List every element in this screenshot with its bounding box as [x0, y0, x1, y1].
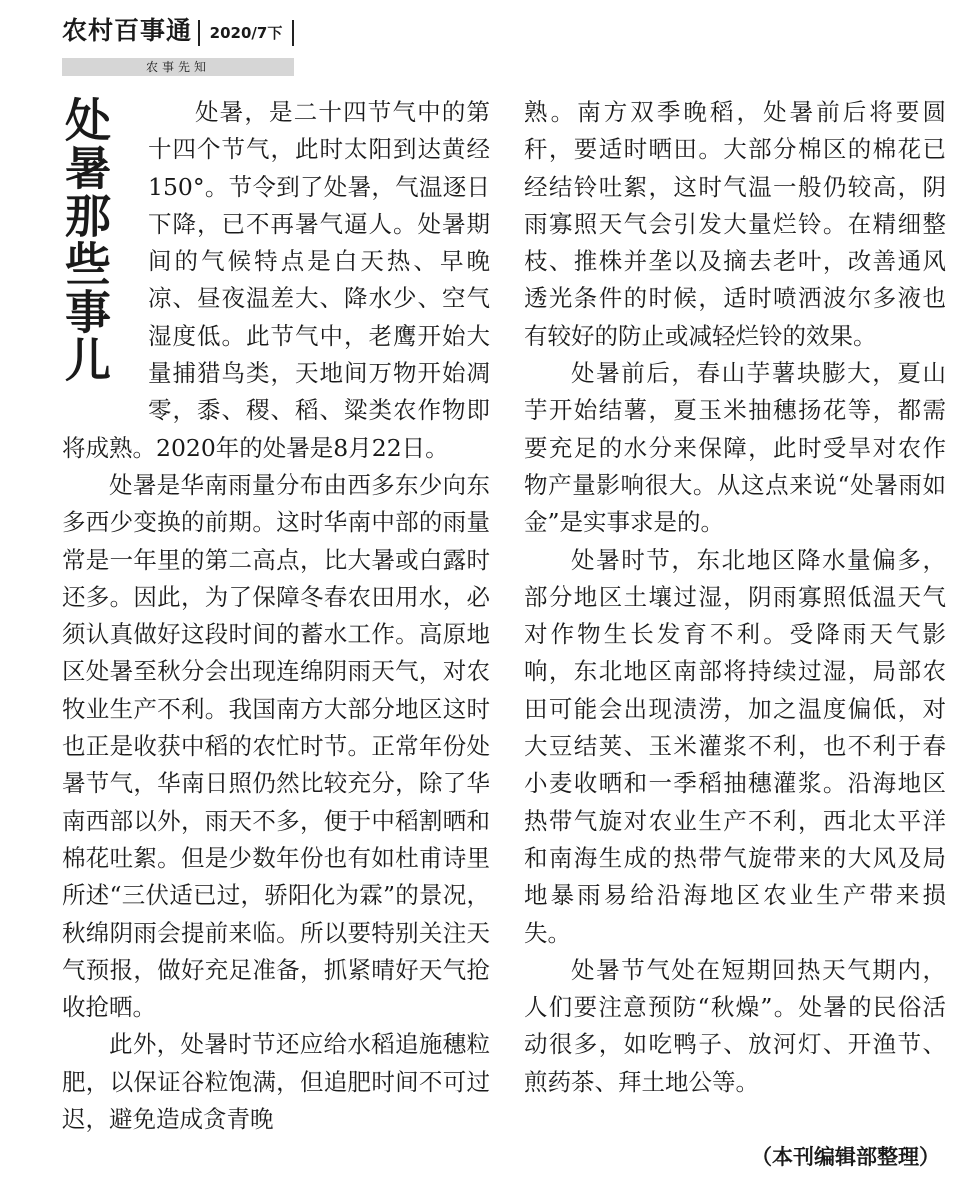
masthead	[62, 10, 294, 72]
paragraph-3-continued: 熟。南方双季晚稻，处暑前后将要圆秆，要适时晒田。大部分棉区的棉花已经结铃吐絮，这时气温一般仍较高，阴雨寡照天气会引发大量烂铃。在精细整枝、推株并垄以及摘去老叶，改善通风透光条件的时候，适时喷洒波尔多液也有较好的防止或减轻烂铃的效果。	[524, 98, 946, 350]
paragraph-5: 处暑时节，东北地区降水量偏多，部分地区土壤过湿，阴雨寡照低温天气对作物生长发育不利。受降雨天气影响，东北地区南部将持续过湿，局部农田可能会出现渍涝，加之温度偏低，对大豆结荚、玉米灌浆不利，也不利于春小麦收晒和一季稻抽穗灌浆。沿海地区热带气旋对农业生产不利，西北太平洋和南海生成的热带气旋带来的大风及局地暴雨易给沿海地区农业生产带来损失。	[524, 545, 946, 947]
article-credit: （本刊编辑部整理）	[751, 1145, 940, 1169]
issue-date: 2020/7下	[198, 20, 294, 46]
paragraph-2: 处暑是华南雨量分布由西多东少向东多西少变换的前期。这时华南中部的雨量常是一年里的第二高点，比大暑或白露时还多。因此，为了保障冬春农田用水，必须认真做好这段时间的蓄水工作。高原地区处暑至秋分会出现连绵阴雨天气，对农牧业生产不利。我国南方大部分地区这时也正是收获中稻的农忙时节。正常年份处暑节气，华南日照仍然比较充分，除了华南西部以外，雨天不多，便于中稻割晒和棉花吐絮。但是少数年份也有如杜甫诗里所述“三伏适已过，骄阳化为霖”的景况，秋绵阴雨会提前来临。所以要特别关注天气预报，做好充足准备，抓紧晴好天气抢收抢晒。	[62, 470, 490, 1022]
magazine-name: 农村百事通	[62, 16, 193, 45]
paragraph-4: 处暑前后，春山芋薯块膨大，夏山芋开始结薯，夏玉米抽穗扬花等，都需要充足的水分来保障，此时受旱对农作物产量影响很大。从这点来说“处暑雨如金”是实事求是的。	[524, 359, 946, 537]
paragraph-3: 此外，处暑时节还应给水稻追施穗粒肥，以保证谷粒饱满，但追肥时间不可过迟，避免造成贪青晚	[62, 1030, 490, 1134]
article-column-right	[524, 94, 946, 1101]
paragraph-1: 处暑，是二十四节气中的第十四个节气，此时太阳到达黄经150°。节令到了处暑，气温逐日下降，已不再暑气逼人。处暑期间的气候特点是白天热、早晚凉、昼夜温差大、降水少、空气湿度低。此节气中，老鹰开始大量捕猎鸟类，天地间万物开始凋零，黍、稷、稻、粱类农作物即将成熟。2020年的处暑是8月22日。	[62, 98, 490, 462]
article-title: 处暑那些事儿	[58, 96, 112, 384]
article-column-left	[58, 94, 490, 1138]
section-name: 农事先知	[62, 58, 294, 76]
paragraph-6: 处暑节气处在短期回热天气期内，人们要注意预防“秋燥”。处暑的民俗活动很多，如吃鸭子、放河灯、开渔节、煎药茶、拜土地公等。	[524, 955, 946, 1096]
